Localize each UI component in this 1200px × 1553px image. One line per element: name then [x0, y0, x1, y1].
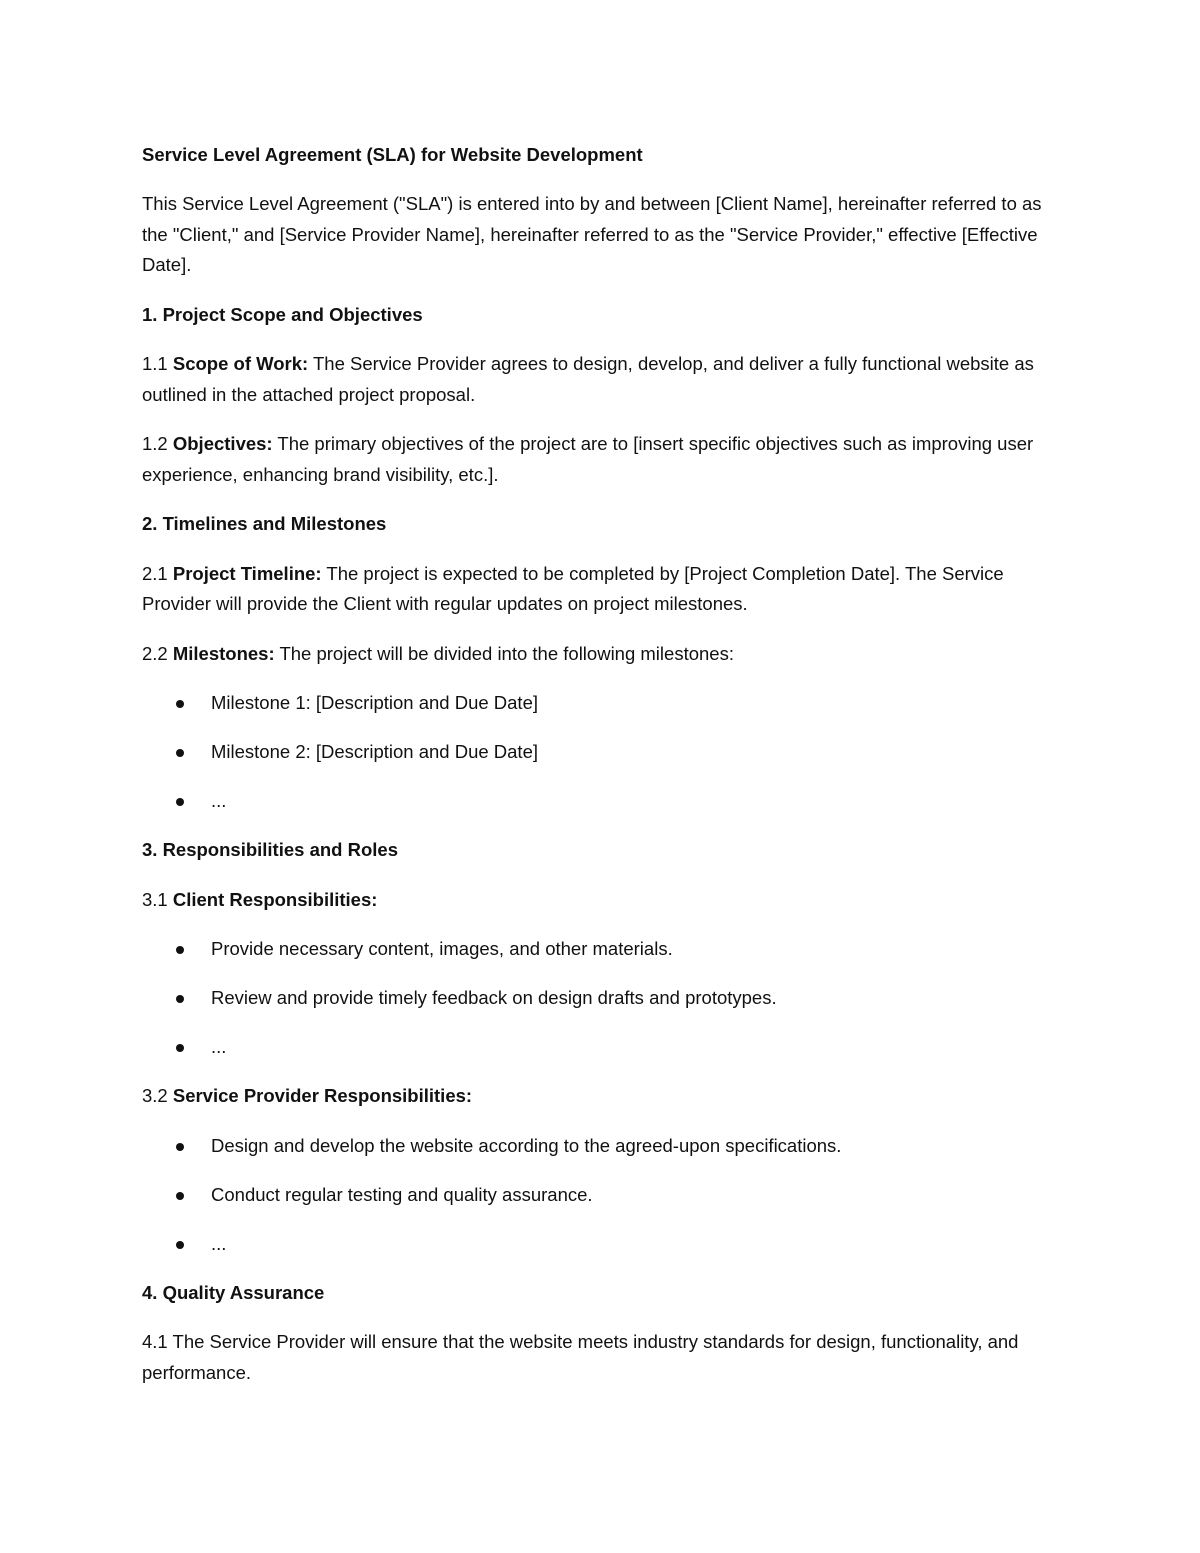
clause-4-1: 4.1 The Service Provider will ensure that the website meets industry standards for design, functionality, and performance. [142, 1331, 1019, 1383]
list-item [142, 934, 1072, 964]
intro-paragraph: This Service Level Agreement ("SLA") is entered into by and between [Client Name], hereinafter referred to as the "Client," and [Service Provider Name], hereinafter referred to as the "Service Provider," effective [Effective Date]. [142, 193, 1042, 275]
milestone-list [142, 688, 1072, 816]
list-item [142, 1131, 1072, 1161]
list-item-text: Conduct regular testing and quality assurance. [211, 1183, 593, 1205]
clause-number: 1.2 [142, 433, 173, 454]
clause-text: The project is expected to be completed by [Project Completion Date]. The Service Provider will provide the Client with regular updates on project milestones. [142, 562, 1004, 614]
clause-label: Scope of Work: [172, 353, 309, 374]
section-heading-4: 4. Quality Assurance [142, 1281, 325, 1303]
bullet-icon [176, 1241, 184, 1249]
list-item [142, 983, 1072, 1013]
clause-text: The Service Provider agrees to design, develop, and deliver a fully functional website as outlined in the attached project proposal. [142, 353, 1034, 405]
clause-number: 2.1 [142, 562, 173, 584]
clause-label: Client Responsibilities: [172, 888, 378, 910]
list-item [142, 1032, 1072, 1062]
list-item-text: ... [211, 790, 227, 811]
bullet-icon [176, 946, 184, 954]
clause-3-2 [142, 1081, 1072, 1112]
clause-3-1 [142, 885, 1072, 916]
clause-2-1 [142, 559, 1072, 620]
bullet-icon [176, 798, 184, 806]
document-page [142, 140, 1072, 1407]
list-item [142, 1180, 1072, 1210]
section-heading-3: 3. Responsibilities and Roles [142, 839, 398, 860]
bullet-icon [176, 995, 184, 1003]
list-item [142, 737, 1072, 767]
list-item-text: Provide necessary content, images, and other materials. [211, 938, 673, 959]
bullet-icon [176, 749, 184, 757]
list-item-text: Design and develop the website according to the agreed-upon specifications. [211, 1134, 842, 1156]
list-item-text: ... [211, 1036, 227, 1057]
provider-responsibilities-list [142, 1131, 1072, 1259]
document-title: Service Level Agreement (SLA) for Website Development [142, 144, 643, 165]
clause-number: 3.1 [142, 888, 173, 910]
list-item-text: ... [211, 1232, 227, 1254]
bullet-icon [176, 700, 184, 708]
clause-label: Project Timeline: [172, 562, 322, 584]
bullet-icon [176, 1143, 184, 1151]
clause-1-2 [142, 429, 1072, 490]
list-item-text: Milestone 2: [Description and Due Date] [211, 741, 539, 762]
list-item [142, 1229, 1072, 1259]
list-item [142, 786, 1072, 816]
bullet-icon [176, 1044, 184, 1052]
client-responsibilities-list [142, 934, 1072, 1062]
bullet-icon [176, 1192, 184, 1200]
clause-text: The primary objectives of the project are to [insert specific objectives such as improving user experience, enhancing brand visibility, etc.]. [142, 433, 1034, 485]
list-item [142, 688, 1072, 718]
clause-label: Milestones: [172, 642, 275, 664]
clause-number: 1.1 [142, 353, 173, 374]
list-item-text: Milestone 1: [Description and Due Date] [211, 692, 539, 713]
list-item-text: Review and provide timely feedback on design drafts and prototypes. [211, 987, 777, 1008]
section-heading-2: 2. Timelines and Milestones [142, 513, 387, 534]
clause-label: Objectives: [172, 433, 273, 454]
clause-label: Service Provider Responsibilities: [172, 1085, 473, 1106]
section-heading-1: 1. Project Scope and Objectives [142, 303, 423, 325]
clause-2-2 [142, 639, 1072, 670]
clause-number: 2.2 [142, 642, 173, 664]
clause-number: 3.2 [142, 1085, 173, 1106]
clause-1-1 [142, 349, 1072, 410]
clause-text: The project will be divided into the following milestones: [274, 642, 734, 664]
